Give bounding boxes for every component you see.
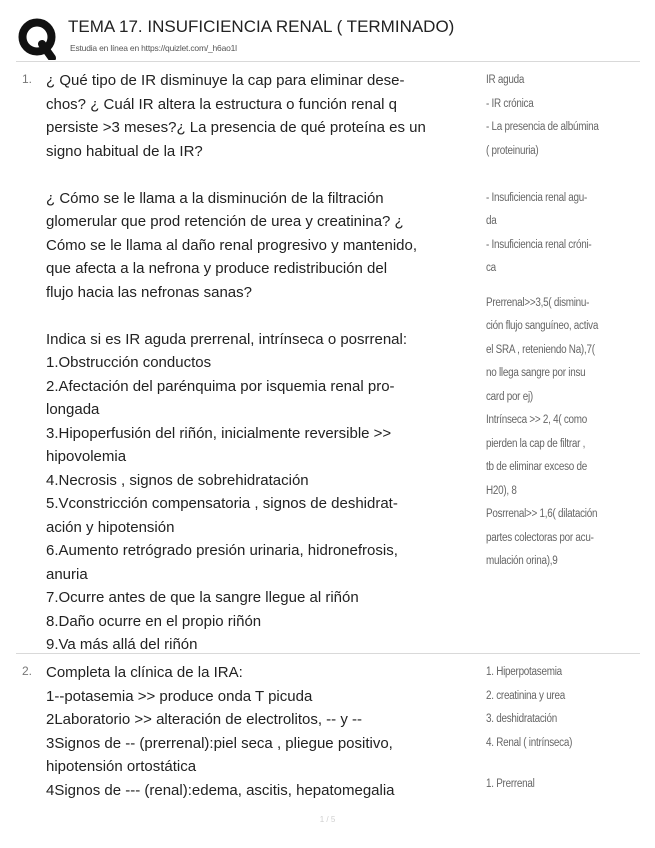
card-number: 2. [22, 664, 33, 678]
question-line: 2.Afectación del parénquima por isquemia renal pro- [46, 377, 395, 395]
question-line: persiste >3 meses?¿ La presencia de qué proteína es un [46, 119, 426, 136]
answer-line: pierden la cap de filtrar , [486, 437, 586, 450]
question-line: hipotensión ortostática [46, 758, 197, 775]
answer-line: no llega sangre por insu [486, 367, 586, 379]
document-header [18, 14, 643, 60]
answer-line: el SRA , reteniendo Na),7( [486, 343, 595, 356]
question-line: 2Laboratorio >> alteración de electrolitos, -- y -- [46, 711, 362, 728]
question-line: 4.Necrosis , signos de sobrehidratación [46, 471, 309, 489]
question-line: glomerular que prod retención de urea y creatinina? ¿ [46, 213, 404, 230]
answer-line: tb de eliminar exceso de [486, 461, 588, 473]
question-line: chos? ¿ Cuál IR altera la estructura o función renal q [46, 95, 398, 113]
answer-line: - IR crónica [486, 97, 534, 110]
card-question [46, 69, 486, 657]
question-line: 5.Vconstricción compensatoria , signos de deshidrat- [46, 495, 398, 512]
answer-line: Posrrenal>> 1,6( dilatación [486, 508, 598, 520]
question-line: ¿ Cómo se le llama a la disminución de la filtración [46, 189, 384, 207]
question-line: 4Signos de --- (renal):edema, ascitis, hepatomegalia [46, 781, 395, 799]
answer-line: ( proteinuria) [486, 144, 539, 157]
page-indicator: 1 / 5 [319, 815, 336, 824]
question-line: Completa la clínica de la IRA: [46, 664, 243, 681]
question-line: longada [46, 401, 100, 418]
question-line: ación y hipotensión [46, 518, 175, 536]
question-line: 9.Va más allá del riñón [46, 636, 198, 653]
question-line: Cómo se le llama al daño renal progresivo y mantenido, [46, 236, 418, 254]
question-line: anuria [46, 565, 88, 583]
question-line: 6.Aumento retrógrado presión urinaria, hidronefrosis, [46, 542, 398, 559]
page-title: TEMA 17. INSUFICIENCIA RENAL ( TERMINADO) [68, 17, 455, 36]
answer-line: H20), 8 [486, 484, 517, 497]
question-line: flujo hacia las nefronas sanas? [46, 283, 252, 301]
question-line: 1.Obstrucción conductos [46, 354, 212, 371]
answer-line: IR aguda [486, 74, 525, 86]
question-line: 1--potasemia >> produce onda T picuda [46, 687, 313, 705]
answer-line: - Insuficiencia renal agu- [486, 191, 588, 204]
question-line: hipovolemia [46, 448, 127, 465]
answer-line: 1. Prerrenal [486, 778, 535, 790]
answer-line: ción flujo sanguíneo, activa [486, 320, 599, 332]
answer-line: - La presencia de albúmina [486, 121, 599, 133]
source-link[interactable]: Estudia en línea en https://quizlet.com/_h6ao1l [70, 43, 237, 53]
quizlet-logo-icon [18, 18, 58, 60]
header-divider [16, 61, 640, 62]
question-line: 3Signos de -- (prerrenal):piel seca , pliegue positivo, [46, 734, 393, 752]
answer-line: Intrínseca >> 2, 4( como [486, 414, 588, 426]
question-line: signo habitual de la IR? [46, 142, 203, 160]
question-line: que afecta a la nefrona y produce redistribución del [46, 260, 388, 277]
answer-line: 2. creatinina y urea [486, 689, 565, 702]
card-question [46, 661, 486, 802]
card-divider [16, 653, 640, 654]
card-number: 1. [22, 72, 33, 86]
answer-line: mulación orina),9 [486, 555, 558, 567]
question-line: 7.Ocurre antes de que la sangre llegue al riñón [46, 589, 359, 606]
answer-line: 4. Renal ( intrínseca) [486, 736, 573, 749]
question-line: Indica si es IR aguda prerrenal, intrínseca o posrrenal: [46, 330, 408, 348]
question-line: ¿ Qué tipo de IR disminuye la cap para eliminar dese- [46, 72, 405, 89]
answer-line: card por ej) [486, 390, 533, 403]
card-answer [486, 69, 636, 574]
answer-line: - Insuficiencia renal cróni- [486, 238, 592, 251]
answer-line: 3. deshidratación [486, 713, 557, 725]
answer-line: 1. Hiperpotasemia [486, 666, 562, 678]
answer-line: da [486, 215, 497, 227]
answer-line: Prerrenal>>3,5( disminu- [486, 296, 590, 309]
question-line: 3.Hipoperfusión del riñón, inicialmente reversible >> [46, 424, 392, 442]
card-answer [486, 661, 636, 797]
answer-line: partes colectoras por acu- [486, 531, 594, 544]
question-line: 8.Daño ocurre en el propio riñón [46, 612, 262, 630]
answer-line: ca [486, 262, 496, 274]
